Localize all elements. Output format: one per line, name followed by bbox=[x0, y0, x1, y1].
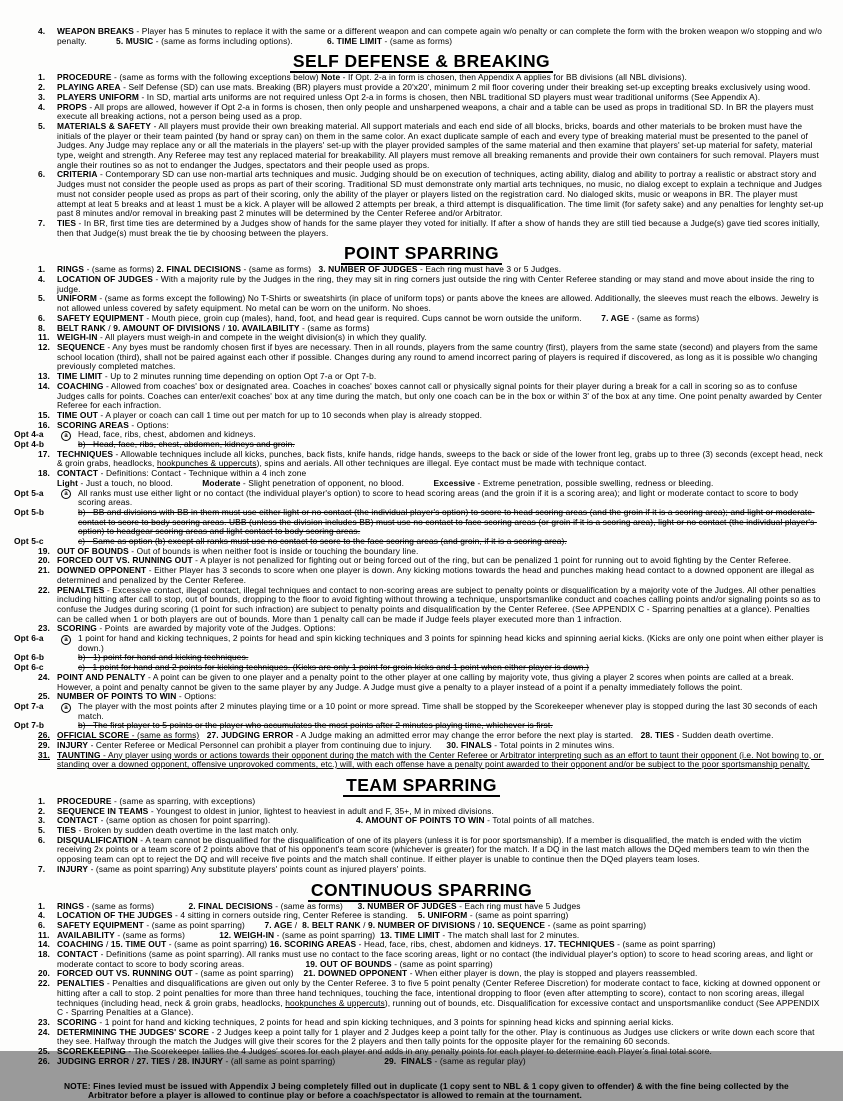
text-run: WEIGH-IN bbox=[57, 332, 98, 343]
item-number: 15. bbox=[38, 409, 51, 420]
text-run: AVAILABILITY bbox=[57, 929, 115, 940]
text-run: POINT AND PENALTY bbox=[57, 671, 146, 682]
rule-item-7 bbox=[0, 219, 843, 238]
text-run: - (same as point sparring) bbox=[143, 919, 265, 930]
text-run: Light bbox=[57, 477, 79, 488]
text-run: - Up to 2 minutes running time depending on option Opt 7-a or Opt 7-b. bbox=[102, 371, 377, 382]
item-number: 1. bbox=[38, 72, 46, 83]
item-number: Opt 5-b bbox=[14, 506, 45, 517]
text-run: 9. AMOUNT OF DIVISIONS bbox=[113, 322, 221, 333]
text-run: - All players must provide their own breaking material. All support materials and each end side of all blocks, bricks, boards and other materials to be broken must have the initials of the player or their team painted (by hand or spray can) on them in the same color. An exact duplicate sample of each and every type of breaking material must be presented to the panel of Judges. Any Judge may replace any or all the materials in the players' set-up with the player provided samples of the same material and then examine that players' set-up material for safety, material type, weight and strength. Any Referee may test any replaced material for breakability. All players must remove all breaking remanents and provide their own containers for such removal. Players must angle their routines so as not to endanger the Judges, spectators and their people used as props. bbox=[57, 120, 822, 170]
text-run: b) 1) point for hand and kicking techniques. bbox=[78, 652, 249, 663]
text-run: CONTACT bbox=[57, 815, 99, 826]
section-title-text: CONTINUOUS SPARRING bbox=[308, 880, 535, 902]
text-run: 8. BELT RANK bbox=[302, 919, 361, 930]
text-run: - (same as point sparring) bbox=[614, 939, 716, 950]
item-number: Opt 5-c bbox=[14, 536, 44, 547]
text-run: - 1 point for hand and kicking techniques, 2 points for head and spin kicking techniques, and 3 points for spinning head kicks and spinning aerial kicks. bbox=[96, 1016, 674, 1027]
text-run: DISQUALIFICATION bbox=[57, 834, 138, 845]
section-title-continuous-sparring bbox=[0, 880, 843, 900]
text-run: 4. AMOUNT OF POINTS TO WIN bbox=[355, 815, 485, 826]
text-run: FORCED OUT VS. RUNNING OUT bbox=[57, 968, 193, 979]
text-run: WEAPON BREAKS bbox=[57, 26, 134, 36]
item-number: Opt 7-b bbox=[14, 720, 45, 731]
item-number: 4. bbox=[38, 910, 46, 921]
rule-item-14 bbox=[0, 382, 843, 411]
text-run: 10. SEQUENCE bbox=[482, 919, 546, 930]
text-run: SCORING AREAS bbox=[57, 419, 129, 430]
text-run: 10. AVAILABILITY bbox=[227, 322, 300, 333]
text-run: - Options: bbox=[128, 419, 169, 430]
text-run: ), running out of bounds, etc. Disqualification for excessive contact and unsportsmanlike conduct (See APPENDIX C - Sparring Penalties at a Glance). bbox=[57, 997, 822, 1018]
item-number: 8. bbox=[38, 322, 46, 333]
text-run: 12. WEIGH-IN bbox=[219, 929, 275, 940]
text-run: - A team cannot be disqualified for the disqualification of one of its players (unless it is for poor sportsmanship). If a member is disqualified, the match is ended with the victim receiving 2x points or a team score of 2 points above that of his opponent's team score (whichever is greater) for the match. If a DQ in the last match allows the DQed members team to win then the opposing team can opt to reject the DQ and will receive five points and the match shall continue. If either player is unable to continue then the DQed players team loses. bbox=[57, 834, 812, 865]
text-run: - Penalties and disqualifications are given out only by the Center Referee. 3 to five 5 point penalty (Center Referee Discretion) for moderate contact to face, kicking at downed opponent or hitting after a call to stop. 2 point penalties for more than three hand techniques, touching the face, intentional dropping to floor (even after attempting to score), contact to non scoring areas, illegal techniques (including head, neck & groin grabs, headlocks, bbox=[57, 978, 823, 1008]
text-run: Note bbox=[321, 72, 341, 83]
text-run: - (same as point sparring) bbox=[192, 968, 304, 979]
text-run: 15. TIME OUT bbox=[110, 939, 167, 950]
rule-item-24 bbox=[0, 673, 843, 692]
rule-item-18 bbox=[0, 950, 843, 969]
text-run: - Any byes must be randomly chosen first if byes are necessary. Then in all rounds, players from the same country (first), players from the same state (second) and players from the same school location (third), shall not be paired against each other if possible. Changes during any round to amend incorrect paring of players is required if discovered, as long as it is possible w/o changing previously completed matches. bbox=[57, 341, 821, 372]
text-run: c) Same as option (b) except all ranks must use no contact to score to the face scoring areas (and groin, if it is a scoring area). bbox=[78, 536, 567, 547]
text-run: 3. NUMBER OF JUDGES bbox=[318, 264, 418, 275]
text-run: - Options: bbox=[176, 691, 217, 702]
text-run: b) BB and divisions with BB in them must use either light or no contact (the individual player's option) to score to head scoring areas (and the groin if it is a scoring area); and light or moderate contact to score to body scoring areas. UBB (unless the division includes BB) must use no contact to face scoring areas (or groin if it is a scoring area), light or no contact (the individual player's option) to headgear scoring areas and light contact to body scoring areas. bbox=[78, 506, 817, 537]
text-run: - A player is not penalized for fighting out or being forced out of the ring, but can be penalized 1 point for running out to avoid fighting by the Center Referee. bbox=[192, 555, 792, 566]
text-run: - (same as forms including options). bbox=[153, 35, 327, 46]
text-run: BELT RANK bbox=[57, 322, 106, 333]
text-run: 27. TIES bbox=[136, 1055, 171, 1066]
document-content bbox=[0, 27, 843, 1101]
text-run: - Slight penetration of opponent, no blood. bbox=[240, 477, 434, 488]
text-run: 13. TIME LIMIT bbox=[380, 929, 440, 940]
item-number: 21. bbox=[38, 565, 51, 576]
text-run: TAUNTING bbox=[57, 749, 101, 760]
option-row-opt-7-a bbox=[0, 702, 843, 721]
text-run: - A point can be given to one player and a penalty point to the other player at one calling by majority vote, thus giving a player 2 scores when points are called at a break. However, a point and penalty cannot be given to the same player by any Judge. A Judge must give a penalty to a player instead of a point if a penalty immediately follows the point. bbox=[57, 671, 797, 692]
text-run: SCORING bbox=[57, 1016, 97, 1027]
text-run: - Center Referee or Medical Personnel can prohibit a player from continuing due to injury. bbox=[88, 739, 447, 750]
text-run: - Out of bounds is when neither foot is inside or touching the boundary line. bbox=[128, 545, 419, 556]
item-number: 11. bbox=[38, 332, 50, 343]
text-run: / bbox=[220, 322, 228, 333]
text-run: c) 1 point for hand and 2 points for kicking techniques. (Kicks are only 1 point for groin kicks and 1 point when either player is down.) bbox=[78, 662, 590, 673]
item-number: Opt 5-a bbox=[14, 487, 44, 498]
text-run: Head, face, ribs, chest, abdomen and kidneys. bbox=[78, 429, 256, 440]
item-number: 6. bbox=[38, 834, 46, 845]
text-run: OUT OF BOUNDS bbox=[57, 545, 129, 556]
text-run: TIES bbox=[57, 217, 77, 228]
text-run: PLAYERS UNIFORM bbox=[57, 91, 139, 102]
item-number: 22. bbox=[38, 978, 51, 989]
text-run: - A player or coach can call 1 time out per match for up to 10 seconds when play is already stopped. bbox=[97, 409, 483, 420]
rule-item-4 bbox=[0, 103, 843, 122]
rule-item-6 bbox=[0, 170, 843, 219]
item-number: 4. bbox=[38, 101, 46, 112]
text-run: - With a majority rule by the Judges in the ring, they may sit in ring corners just outside the ring with Center Referee standing or may stand and move about inside the ring to judge. bbox=[57, 274, 817, 294]
text-run: - 4 sitting in corners outside ring, Center Referee is standing. bbox=[172, 910, 418, 921]
option-row-opt-5-b bbox=[0, 508, 843, 537]
rule-item-6 bbox=[0, 836, 843, 865]
item-number: 7. bbox=[38, 217, 46, 228]
text-run: - (same as forms) bbox=[241, 264, 319, 275]
text-run: SAFETY EQUIPMENT bbox=[57, 312, 144, 323]
item-number: Opt 4-b bbox=[14, 439, 45, 450]
rule-item-22 bbox=[0, 979, 843, 1018]
text-run: - (same as forms with the following exceptions below) bbox=[111, 72, 322, 83]
text-run: - (same as forms) bbox=[272, 900, 358, 911]
text-run: - In SD, martial arts uniforms are not required unless Opt 2-a in forms is chosen, then NBL traditional SD players must wear traditional uniforms (See Appendix A). bbox=[139, 91, 761, 102]
item-number: 1. bbox=[38, 900, 46, 911]
text-run: - Player has 5 minutes to replace it with the same or a different weapon and can compete again w/o penalty or can complete the form with the broken weapon w/o stopping and w/o penalty. bbox=[57, 26, 825, 46]
text-run: LOCATION OF THE JUDGES bbox=[57, 910, 173, 921]
item-number: 25. bbox=[38, 691, 51, 702]
text-run: - All props are allowed, however if Opt 2-a in forms is chosen, then only people and unsharpened weapons, a chair and a table can be used as props in traditional SD. In BR the players must execute all breaking actions, not a person being used as a prop. bbox=[57, 101, 816, 122]
text-run: / bbox=[475, 919, 483, 930]
text-run: - (same as point sparring) bbox=[545, 919, 647, 930]
text-run: Excessive bbox=[433, 477, 476, 488]
text-run: PENALTIES bbox=[57, 978, 105, 989]
text-run: TIME OUT bbox=[57, 409, 98, 420]
text-run: - Each ring must have 3 or 5 Judges. bbox=[417, 264, 562, 275]
text-run: / bbox=[292, 919, 303, 930]
text-run: PROCEDURE bbox=[57, 72, 112, 83]
text-run: CONTACT bbox=[57, 949, 99, 960]
item-number: 31. bbox=[38, 749, 51, 760]
text-run: - In BR, first time ties are determined by a Judges show of hands for the same player they voted for initially. If after a show of hands they are still tied because a Judge(s) gave tied scores initially, then that Judge(s) must break the tie by choosing between the players. bbox=[57, 217, 823, 238]
text-run: 2. FINAL DECISIONS bbox=[156, 264, 242, 275]
item-number: 24. bbox=[38, 671, 51, 682]
text-run: - 2 Judges keep a point tally for 1 player and 2 Judges keep a point tally for the other. Play is continuous as Judges use clickers or write down each score that they see. Halfway through the match the Judges will give their scores for the 2 players and then tally points for the opposite player for the remaining 60 seconds. bbox=[57, 1026, 818, 1047]
text-run: - (same as sparring, with exceptions) bbox=[111, 795, 256, 806]
item-number: Opt 7-a bbox=[14, 701, 44, 711]
item-number: 5. bbox=[38, 825, 46, 836]
text-run: DETERMINING THE JUDGES' SCORE bbox=[57, 1026, 210, 1037]
item-number: Opt 6-c bbox=[14, 662, 44, 673]
rule-item-22 bbox=[0, 586, 843, 625]
option-row-opt-6-a bbox=[0, 634, 843, 653]
item-number: 25. bbox=[38, 1046, 51, 1057]
text-run: - (same as forms) bbox=[84, 264, 157, 275]
text-run: MATERIALS & SAFETY bbox=[57, 120, 152, 131]
text-run: 19. OUT OF BOUNDS bbox=[305, 958, 392, 969]
text-run: - (same option as chosen for point sparring). bbox=[98, 815, 356, 826]
text-run: 5. UNIFORM bbox=[417, 910, 468, 921]
text-run: All ranks must use either light or no contact (the individual player's option) to score to head scoring areas (and the groin if it is a scoring area); and light or moderate contact to score to body scoring areas. bbox=[78, 487, 801, 508]
item-number: 4. bbox=[38, 274, 46, 285]
text-run: 17. TECHNIQUES bbox=[544, 939, 615, 950]
rule-item-4 bbox=[0, 275, 843, 294]
text-run: SCOREKEEPING bbox=[57, 1046, 126, 1057]
item-number: 3. bbox=[38, 815, 46, 826]
text-run: COACHING bbox=[57, 939, 104, 950]
text-run: RINGS bbox=[57, 264, 85, 275]
item-number: Opt 4-a bbox=[14, 429, 44, 440]
item-number: 6. bbox=[38, 169, 46, 180]
item-number: 23. bbox=[38, 623, 51, 634]
text-run: - The Scorekeeper tallies the 4 Judges' scores for each player and adds in any penalty points for each player to determine each Player's final total score. bbox=[125, 1046, 712, 1057]
text-run: UNIFORM bbox=[57, 293, 97, 304]
item-number: 19. bbox=[38, 545, 51, 556]
text-run: INJURY bbox=[57, 863, 89, 874]
rule-item-31 bbox=[0, 751, 843, 770]
section-title-point-sparring bbox=[0, 243, 843, 263]
text-run: SEQUENCE IN TEAMS bbox=[57, 805, 149, 816]
text-run: - (same as forms) bbox=[129, 730, 200, 741]
text-run: - Any player using words or actions towards their opponent during the match with the Center Referee or Arbitrator interpreting such as an effort to taunt their opponent (i.e. Not bowing to, or standing over a downed opponent, offensive unprovoked comments, etc.) will, with each offense have a penalty point awarded to their opponent and/or be subject to the poor sportsmanship penalty. bbox=[57, 749, 824, 770]
text-run: - Broken by sudden death overtime in the last match only. bbox=[76, 825, 299, 836]
text-run: 29. FINALS bbox=[384, 1055, 433, 1066]
item-number: 29. bbox=[38, 739, 51, 750]
section-title-self-defense-breaking bbox=[0, 51, 843, 71]
section-title-text: TEAM SPARRING bbox=[343, 775, 500, 797]
text-run: - Sudden death overtime. bbox=[674, 730, 774, 741]
text-run: - (same as forms) bbox=[114, 929, 220, 940]
item-number: 23. bbox=[38, 1016, 51, 1027]
rule-item-5 bbox=[0, 122, 843, 171]
rule-item-4 bbox=[0, 27, 843, 46]
text-run: - If Opt. 2-a in form is chosen, then Appendix A applies for BB divisions (all NBL divisions). bbox=[340, 72, 687, 83]
text-run: JUDGING ERROR bbox=[57, 1055, 130, 1066]
text-run: 2. FINAL DECISIONS bbox=[188, 900, 273, 911]
rule-item-7 bbox=[0, 865, 843, 875]
text-run: CRITERIA bbox=[57, 169, 98, 180]
text-run: b) The first player to 5 points or the player who accumulates the most points after 2 minutes playing time, whichever is first. bbox=[78, 720, 553, 731]
item-number: 11. bbox=[38, 929, 50, 940]
text-run: - Head, face, ribs, chest, abdomen and kidneys. bbox=[356, 939, 545, 950]
text-run: CONTACT bbox=[57, 468, 99, 479]
text-run: NUMBER OF POINTS TO WIN bbox=[57, 691, 177, 702]
item-number: 12. bbox=[38, 341, 51, 352]
item-number: 26. bbox=[38, 1055, 51, 1066]
text-run: TECHNIQUES bbox=[57, 448, 114, 459]
footer-note-line-1: NOTE: Fines levied must be issued with Appendix J being completely filled out in duplicate (1 copy sent to NBL & 1 copy given to offender) & with the fine being collected by the bbox=[64, 1080, 789, 1091]
text-run: 16. SCORING AREAS bbox=[269, 939, 357, 950]
text-run: DOWNED OPPONENT bbox=[57, 565, 147, 576]
text-run: SCORING bbox=[57, 623, 97, 634]
text-run: Moderate bbox=[202, 477, 241, 488]
footer-note bbox=[0, 1082, 843, 1101]
text-run: 7. AGE bbox=[264, 919, 293, 930]
item-number: 24. bbox=[38, 1026, 51, 1037]
text-run: PENALTIES bbox=[57, 584, 105, 595]
text-run: 5. MUSIC bbox=[116, 35, 154, 46]
text-run: hookpunches & uppercuts bbox=[156, 458, 257, 469]
text-run: - Each ring must have 5 Judges bbox=[456, 900, 581, 911]
text-run: - When either player is down, the play is stopped and players reassembled. bbox=[407, 968, 698, 979]
rule-item-21 bbox=[0, 566, 843, 585]
text-run: COACHING bbox=[57, 380, 104, 391]
text-run: 6. TIME LIMIT bbox=[327, 35, 383, 46]
item-number: 7. bbox=[38, 863, 46, 874]
item-number: 20. bbox=[38, 555, 51, 566]
item-number: Opt 6-a bbox=[14, 633, 44, 644]
item-number: Opt 6-b bbox=[14, 652, 45, 663]
rule-item-5 bbox=[0, 294, 843, 313]
item-number: 22. bbox=[38, 584, 51, 595]
rule-item-12 bbox=[0, 343, 843, 372]
text-run: - All players must weigh-in and compete in the weight division(s) in which they qualify. bbox=[97, 332, 427, 343]
rule-item-26 bbox=[0, 1057, 843, 1067]
rule-item-17 bbox=[0, 450, 843, 469]
item-number: 26. bbox=[38, 730, 51, 741]
text-run: - A Judge making an admitted error may change the error before the next play is started. bbox=[293, 730, 641, 741]
item-number: 18. bbox=[38, 468, 51, 479]
item-number: 18. bbox=[38, 949, 51, 960]
text-run: - (same as forms) bbox=[629, 312, 700, 323]
text-run: TIES bbox=[57, 825, 77, 836]
selected-option-circle-marker: a bbox=[61, 489, 71, 499]
text-run: - (same as forms) bbox=[299, 322, 370, 333]
text-run: - (same as point sparring) Any substitute players' points count as injured players' points. bbox=[88, 863, 427, 874]
text-run: 30. FINALS bbox=[446, 739, 492, 750]
text-run: OFFICIAL SCORE bbox=[57, 730, 130, 741]
text-run: - Definitions (same as point sparring). All ranks must use no contact to the face scoring areas, light or no contact (the individual player's option) to score to head scoring areas, and light or moderate contact to score to body scoring areas. bbox=[57, 949, 816, 969]
text-run: - Extreme penetration, possible swelling, redness or bleeding. bbox=[475, 477, 714, 488]
text-run: LOCATION OF JUDGES bbox=[57, 274, 153, 285]
text-run: - Allowed from coaches' box or designated area. Coaches in coaches' boxes cannot call or physically signal points for their player during a break for a call in scoring so as to confuse Judges calls for points. Coaches can enter/exit coaches' box at any time during the match, but only one coach can be in the box or within 3' of the box at any time. One point penalty awarded by Center Referee for each infraction. bbox=[57, 380, 825, 411]
text-run: 7. AGE bbox=[601, 312, 630, 323]
text-run: 9. NUMBER OF DIVISIONS bbox=[368, 919, 476, 930]
text-run: The player with the most points after 2 minutes playing time or a 10 point or more spread. Time shall be stopped by the Scorekeeper whenever play is stopped during the last 30 seconds of each match. bbox=[78, 701, 820, 721]
item-number: 3. bbox=[38, 91, 46, 102]
item-number: 5. bbox=[38, 120, 46, 131]
text-run: 27. JUDGING ERROR bbox=[206, 730, 294, 741]
text-run bbox=[199, 730, 206, 740]
text-run: 3. NUMBER OF JUDGES bbox=[357, 900, 457, 911]
text-run: - Mouth piece, groin cup (males), hand, foot, and head gear is required. Cups cannot be worn outside the uniform. bbox=[143, 312, 602, 323]
text-run: - Just a touch, no blood. bbox=[78, 477, 203, 488]
text-run: PLAYING AREA bbox=[57, 82, 121, 93]
section-title-text: SELF DEFENSE & BREAKING bbox=[290, 51, 553, 73]
text-run: ), spins and aerials. All other techniques are illegal. Eye contact must be made with technique contact. bbox=[256, 458, 647, 469]
selected-option-circle-marker: a bbox=[61, 635, 71, 645]
section-title-text: POINT SPARRING bbox=[341, 243, 502, 265]
text-run: TIME LIMIT bbox=[57, 371, 103, 382]
selected-option-circle-marker: a bbox=[61, 703, 71, 713]
text-run: - (same as point sparring) bbox=[274, 929, 381, 940]
text-run: - Youngest to oldest in junior, lightest to heaviest in adult and F, 35+, M in mixed divisions. bbox=[148, 805, 494, 816]
text-run: / bbox=[360, 919, 369, 930]
item-number: 6. bbox=[38, 312, 46, 323]
item-number: 4. bbox=[38, 26, 46, 36]
text-run: 21. DOWNED OPPONENT bbox=[303, 968, 408, 979]
text-run: INJURY bbox=[57, 739, 89, 750]
item-number: 1. bbox=[38, 795, 46, 806]
text-run: - Excessive contact, illegal contact, illegal techniques and contact to non-scoring areas are subject to penalty points or disqualification by a majority vote of the Judges. All other penalties including hitting after call to stop, out of bounds, dropping to the floor to avoid fighting without throwing a technique, unsportsmanlike conduct and coaches calling points and/or signaling points so as to confuse the Judges during scoring (1 point for such infraction) are subject to penalty points and disqualification by the Center Referee. (See APPENDIX C - Sparring penalties at a glance). Penalties can be called when 1 or both players are out of bounds. More than 1 penalty call can be made if Judge feels player executed more than 1 infraction. bbox=[57, 584, 824, 624]
rule-item-24 bbox=[0, 1028, 843, 1047]
item-number: 14. bbox=[38, 380, 51, 391]
text-run: - (same as point sparring) bbox=[166, 939, 270, 950]
text-run: - Total points in 2 minutes wins. bbox=[491, 739, 615, 750]
selected-option-circle-marker: a bbox=[61, 431, 71, 441]
text-run: - (same as forms except the following) No T-Shirts or sweatshirts (in place of uniform tops) or pants above the knees are allowed. Additionally, the sleeves must reach the elbows. Jewelry is not allowed unless covered by safety equipment. No metal can be worn on the uniform. No shoes. bbox=[57, 293, 822, 314]
text-run: - (same as regular play) bbox=[432, 1055, 526, 1066]
item-number: 16. bbox=[38, 419, 51, 430]
text-run: - (same as forms) bbox=[382, 35, 453, 46]
text-run: - Points are awarded by majority vote of the Judges. Options: bbox=[96, 623, 336, 634]
text-run: PROCEDURE bbox=[57, 795, 112, 806]
text-run: FORCED OUT VS. RUNNING OUT bbox=[57, 555, 193, 566]
footer-note-line-2: Arbitrator before a player is allowed to continue play or before a coach/spectator is allowed to remain at the tournament. bbox=[88, 1090, 582, 1101]
text-run: - (same as point sparring) bbox=[467, 910, 569, 921]
item-number: 5. bbox=[38, 293, 46, 304]
item-number: 20. bbox=[38, 968, 51, 979]
text-run: hookpunches & uppercuts bbox=[285, 997, 385, 1008]
text-run: / bbox=[103, 939, 111, 950]
text-run: - Total points of all matches. bbox=[484, 815, 595, 826]
text-run: - (same as point sparring) bbox=[391, 958, 493, 969]
text-run: - Either Player has 3 seconds to score when one player is down. Any kicking motions towards the head and punches making head contact to a downed opponent are illegal as determined and penalized by the Center Referee. bbox=[57, 565, 817, 585]
item-number: 13. bbox=[38, 371, 51, 382]
text-run: - Contemporary SD can use non-martial arts techniques and music. Judging should be on execution of techniques, acting ability, dialog and ability to portray a realistic or abstract story and Judges must not consider the people used as props as part of their scoring. Traditional SD must demonstrate only martial arts techniques, no music, no dialog except to explain a technique and Judges must not consider people used as props as part of their scoring, only the ability of the player or players listed on the registration card. No dialoged skits, music or weapons in BR. The player must attempt at leat 5 breaks and at least 1 must be a kick. A player will be allowed 2 attempts per break, a third attempt is disqualification. The time limit (for safety sake) and any penalties for lenghty set-up past 8 minutes and/or removal in breaking past 2 minutes will be determined by the Center Referee and/or Arbitrator. bbox=[57, 169, 826, 219]
text-run: - (all same as point sparring) bbox=[223, 1055, 385, 1066]
text-run: - Self Defense (SD) can use mats. Breaking (BR) players must provide a 20'x20', minimum 2 mil floor covering under their breaking set-up excepting breaks exclusively using wood. bbox=[120, 82, 811, 93]
text-run: b) Head, face, ribs, chest, abdomen, kidneys and groin. bbox=[78, 439, 295, 450]
section-title-team-sparring bbox=[0, 775, 843, 795]
option-row-opt-5-a bbox=[0, 489, 843, 508]
text-run: 28. INJURY bbox=[177, 1055, 224, 1066]
text-run: - Allowable techniques include all kicks, punches, back fists, knife hands, ridge hands, sweeps to the back or side of the lower front leg, grabs up to three (3) seconds (except head, neck & groin grabs, headlocks, bbox=[57, 448, 826, 469]
item-number: 1. bbox=[38, 264, 46, 275]
item-number: 2. bbox=[38, 805, 46, 816]
text-run: RINGS bbox=[57, 900, 85, 911]
text-run: 1 point for hand and kicking techniques, 2 points for head and spin kicking techniques and 3 points for spinning head kicks and spinning aerial kicks. (Kicks are only one point when either player is down.) bbox=[78, 633, 826, 653]
text-run: / bbox=[129, 1055, 137, 1066]
text-run: SAFETY EQUIPMENT bbox=[57, 919, 144, 930]
text-run: / bbox=[105, 322, 114, 333]
text-run: SEQUENCE bbox=[57, 341, 105, 352]
item-number: 6. bbox=[38, 919, 46, 930]
text-run: 28. TIES bbox=[640, 730, 675, 741]
text-run: - (same as forms) bbox=[84, 900, 189, 911]
item-number: 2. bbox=[38, 82, 46, 93]
text-run: - The match shall last for 2 minutes. bbox=[439, 929, 580, 940]
item-number: 14. bbox=[38, 939, 51, 950]
text-run: / bbox=[170, 1055, 178, 1066]
text-run: PROPS bbox=[57, 101, 87, 112]
item-number: 17. bbox=[38, 448, 51, 459]
text-run: - Definitions: Contact - Technique within a 4 inch zone bbox=[98, 468, 307, 479]
